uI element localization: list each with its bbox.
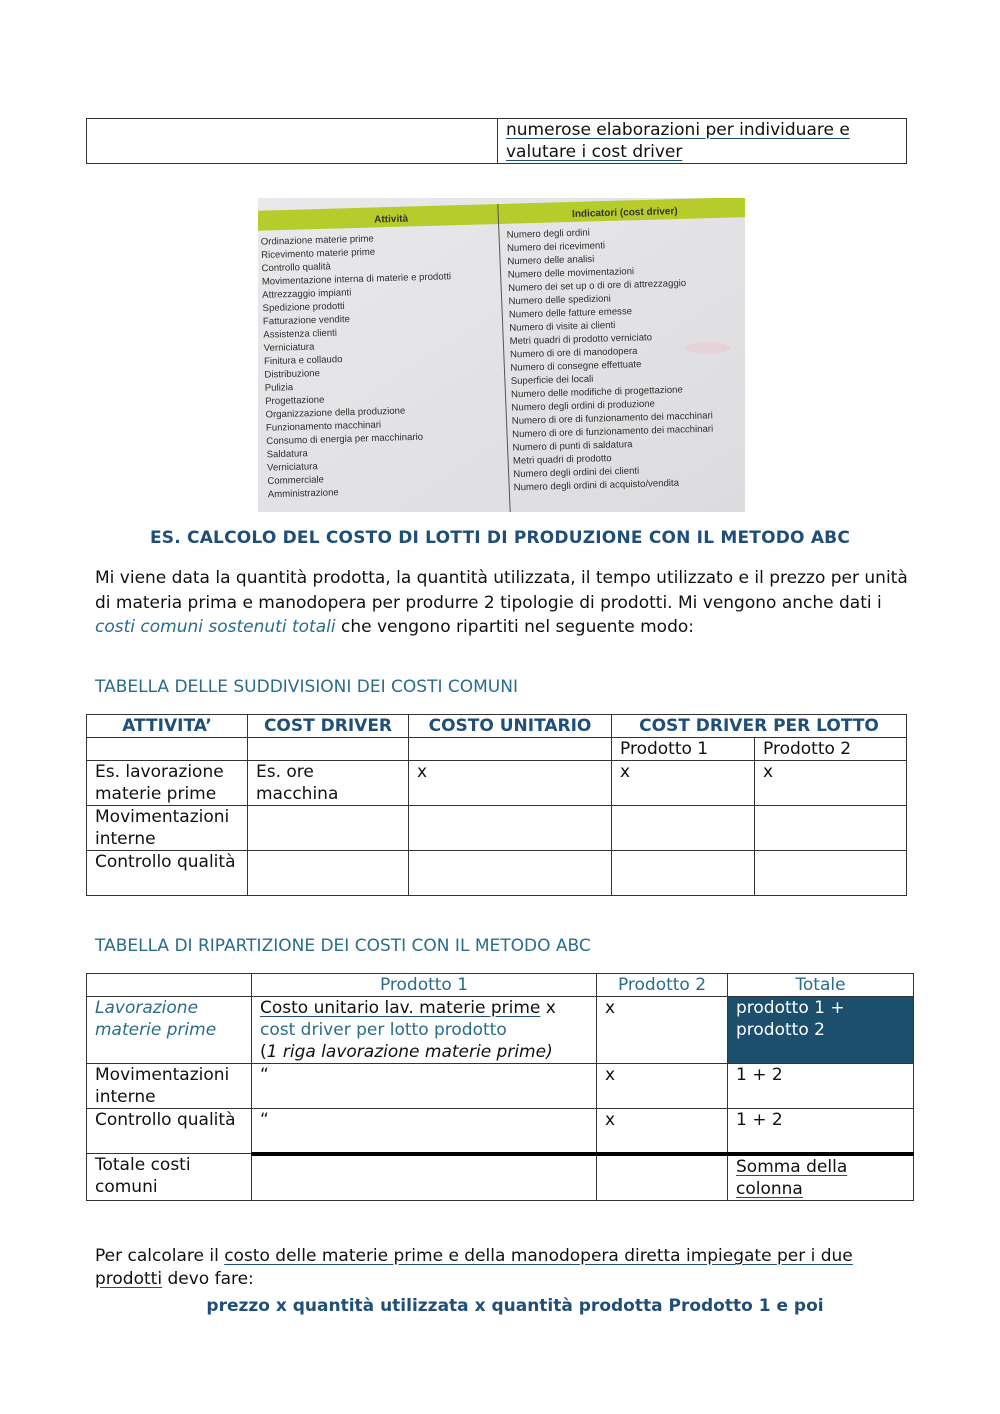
photo-activity-item: Spedizione prodotti	[262, 300, 345, 315]
photo-activity-item: Distribuzione	[264, 368, 321, 381]
photo-activity-item: Verniciatura	[266, 461, 318, 474]
second-paragraph	[95, 1245, 915, 1291]
photo-activity-item: Fatturazione vendite	[262, 314, 351, 328]
photo-activity-item: Consumo di energia per macchinario	[266, 431, 424, 448]
formula-part: 1 riga lavorazione materie prime)	[266, 1042, 553, 1062]
photo-driver-item: Superficie dei locali	[510, 373, 594, 388]
empty-cell	[597, 1154, 728, 1201]
photo-activity-item: Movimentazione interna di materie e prodotti	[261, 271, 452, 288]
photo-activity-item: Commerciale	[267, 474, 325, 487]
row-label-controllo: Controllo qualità	[87, 1109, 252, 1154]
col-activity: ATTIVITA’	[87, 715, 248, 738]
empty-cell	[87, 119, 498, 164]
cell-p2: x	[597, 1109, 728, 1154]
photo-driver-item: Metri quadri di prodotto	[512, 453, 612, 467]
photo-driver-item: Numero degli ordini	[506, 227, 590, 241]
photo-header-right: Indicatori (cost driver)	[571, 206, 678, 220]
photo-activity-item: Funzionamento macchinari	[265, 419, 382, 434]
empty-cell	[87, 974, 252, 997]
photo-driver-item: Numero dei ricevimenti	[506, 240, 606, 255]
para-highlight: costi comuni sostenuti totali	[95, 617, 336, 637]
photo-driver-item: Numero delle analisi	[507, 253, 595, 268]
photo-driver-item: Numero degli ordini di produzione	[511, 398, 656, 414]
photo-driver-item: Numero degli ordini di acquisto/vendita	[513, 477, 680, 494]
col-prodotto-2: Prodotto 2	[597, 974, 728, 997]
cell-total-sum	[728, 1154, 914, 1201]
formula-part: Costo unitario lav. materie prime	[260, 998, 541, 1018]
table2-heading: TABELLA DI RIPARTIZIONE DEI COSTI CON IL METODO ABC	[95, 936, 591, 956]
cell-line: valutare i cost driver	[506, 142, 683, 162]
empty-cell	[248, 738, 409, 761]
photo-activity-item: Ricevimento materie prime	[260, 246, 376, 261]
photo-driver-item: Numero di ore di funzionamento dei macchinari	[511, 410, 713, 427]
photo-driver-item: Numero di ore di manodopera	[509, 345, 638, 361]
photo-driver-item: Numero degli ordini dei clienti	[513, 465, 640, 481]
cell-total-highlight: prodotto 1 + prodotto 2	[728, 997, 914, 1064]
row-label-totale: Totale costi comuni	[87, 1154, 252, 1201]
sum-text: Somma della colonna	[736, 1156, 848, 1199]
cell-line: numerose elaborazioni per individuare e	[506, 120, 850, 140]
row-unit-cost: x	[409, 761, 612, 806]
photo-driver-item: Numero di ore di funzionamento dei macchinari	[512, 423, 714, 441]
formula-part: (	[260, 1042, 267, 1062]
cell-p1-ditto: “	[252, 1064, 597, 1109]
row-activity: Movimentazioni interne	[87, 806, 248, 851]
sub-prodotto-1: Prodotto 1	[612, 738, 755, 761]
para-text: Mi viene data la quantità prodotta, la quantità utilizzata, il tempo utilizzato e il prezzo per unità di materia prima e manodopera per produrre 2 tipologie di prodotti. Mi vengono anche dati i	[95, 568, 908, 613]
photo-activity-item: Assistenza clienti	[263, 327, 338, 341]
formula-part: cost driver per lotto prodotto	[260, 1020, 507, 1040]
para-underlined: costo delle materie prime e della manodopera diretta impiegate per i due prodotti	[95, 1246, 853, 1289]
cell-total: 1 + 2	[728, 1109, 914, 1154]
photo-activity-item: Controllo qualità	[261, 261, 331, 275]
photo-driver-item: Numero di visite ai clienti	[509, 319, 616, 334]
empty-cell	[87, 738, 248, 761]
photo-activity-item: Pulizia	[264, 382, 294, 394]
photo-activity-item: Finitura e collaudo	[263, 354, 343, 368]
continuation-cell	[498, 119, 907, 164]
row-unit-cost	[409, 851, 612, 896]
photo-driver-item: Numero dei set up o di ore di attrezzaggio	[507, 278, 687, 294]
photo-driver-item: Numero delle spedizioni	[508, 293, 612, 308]
para-text: devo fare:	[162, 1269, 254, 1289]
cell-p1-formula	[252, 997, 597, 1064]
formula-line: prezzo x quantità utilizzata x quantità prodotta Prodotto 1 e poi	[206, 1296, 824, 1316]
cost-split-table	[86, 714, 907, 896]
photo-driver-item: Numero delle movimentazioni	[507, 266, 635, 281]
row-p2	[755, 851, 907, 896]
row-driver: Es. ore macchina	[248, 761, 409, 806]
table1-heading: TABELLA DELLE SUDDIVISIONI DEI COSTI COMUNI	[95, 677, 518, 697]
col-totale: Totale	[728, 974, 914, 997]
photo-driver-item: Numero di punti di saldatura	[512, 439, 633, 454]
photo-svg	[258, 198, 745, 512]
photo-driver-item: Numero delle fatture emesse	[508, 306, 633, 321]
photo-activity-item: Verniciatura	[263, 341, 315, 355]
col-driver-per-lot: COST DRIVER PER LOTTO	[612, 715, 907, 738]
row-driver	[248, 806, 409, 851]
cell-p2: x	[597, 1064, 728, 1109]
para-text: che vengono ripartiti nel seguente modo:	[335, 617, 694, 637]
photo-activity-item: Ordinazione materie prime	[260, 233, 374, 248]
exercise-title: ES. CALCOLO DEL COSTO DI LOTTI DI PRODUZIONE CON IL METODO ABC	[149, 528, 851, 548]
col-prodotto-1: Prodotto 1	[252, 974, 597, 997]
photo-activity-item: Amministrazione	[267, 487, 339, 501]
photo-header-left: Attività	[374, 213, 409, 226]
formula-part: x	[540, 998, 556, 1018]
cell-p2: x	[597, 997, 728, 1064]
intro-paragraph	[95, 566, 915, 640]
row-p2	[755, 806, 907, 851]
row-activity: Controllo qualità	[87, 851, 248, 896]
cell-total: 1 + 2	[728, 1064, 914, 1109]
photo-driver-item: Metri quadri di prodotto verniciato	[509, 332, 653, 348]
col-cost-driver: COST DRIVER	[248, 715, 409, 738]
col-unit-cost: COSTO UNITARIO	[409, 715, 612, 738]
row-p1: x	[612, 761, 755, 806]
abc-allocation-table	[86, 973, 914, 1201]
row-unit-cost	[409, 806, 612, 851]
row-p1	[612, 806, 755, 851]
photo-activity-item: Organizzazione della produzione	[265, 405, 406, 421]
photo-activity-item: Progettazione	[265, 394, 325, 408]
row-p2: x	[755, 761, 907, 806]
para-text: Per calcolare il	[95, 1246, 225, 1266]
row-label-lavorazione: Lavorazione materie prime	[87, 997, 252, 1064]
cell-p1-ditto: “	[252, 1109, 597, 1154]
textbook-photo	[258, 198, 745, 512]
photo-driver-item: Numero di consegne effettuate	[510, 359, 642, 374]
row-driver	[248, 851, 409, 896]
photo-activity-item: Attrezzaggio impianti	[262, 287, 352, 301]
sub-prodotto-2: Prodotto 2	[755, 738, 907, 761]
row-activity: Es. lavorazione materie prime	[87, 761, 248, 806]
empty-cell	[409, 738, 612, 761]
row-p1	[612, 851, 755, 896]
row-label-movimentazioni: Movimentazioni interne	[87, 1064, 252, 1109]
photo-activity-item: Saldatura	[266, 448, 308, 461]
photo-driver-item: Numero delle modifiche di progettazione	[510, 384, 683, 401]
empty-cell	[252, 1154, 597, 1201]
continuation-table	[86, 118, 907, 164]
